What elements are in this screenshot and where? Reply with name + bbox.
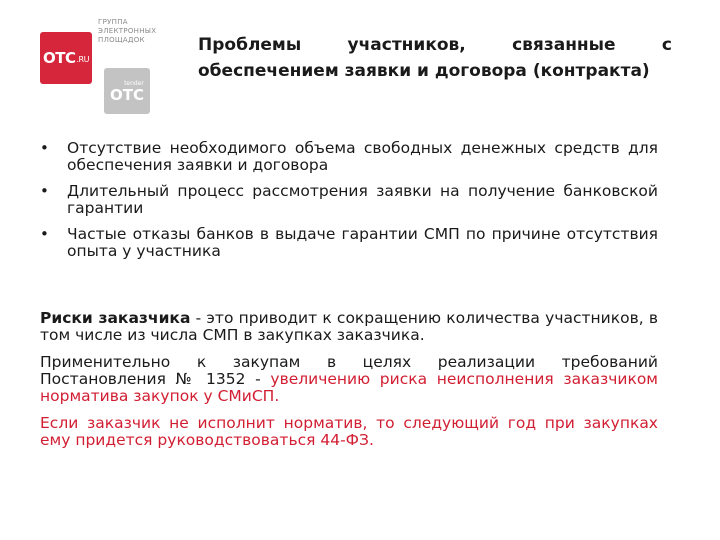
risks-paragraph [40,310,658,344]
tender-logo-text: OTC [110,85,144,104]
list-item [40,140,658,174]
bullet-icon: • [40,225,49,243]
bullet-icon: • [40,182,49,200]
ots-logo-suffix: .RU [76,54,89,64]
consequence-paragraph [40,415,658,449]
problems-list [40,140,658,269]
logo-group-line: ГРУППА [98,18,128,26]
tender-logo-small-text: tender [124,79,144,87]
slide-title: Проблемы участников, связанные с обеспечением заявки и договора (контракта) [198,35,672,81]
regulation-risk-text: увеличению риска неисполнения заказчиком норматива закупок у СМиСП. [40,370,658,405]
risks-text: - это приводит к сокращению количества участников, в том числе из числа СМП в закупках заказчика. [40,309,658,344]
risks-heading: Риски заказчика [40,309,191,327]
logo-group-line: ЭЛЕКТРОННЫХ [98,27,157,35]
list-item [40,226,658,260]
list-item-text: Частые отказы банков в выдаче гарантии СМП по причине отсутствия опыта у участника [67,225,658,260]
ots-tender-logo [104,68,150,114]
consequence-text: Если заказчик не исполнит норматив, то следующий год при закупках ему придется руководствоваться 44-ФЗ. [40,414,658,449]
company-logo [40,18,180,118]
list-item [40,183,658,217]
customer-risks-section [40,310,658,459]
ots-logo-text: OTC [43,49,76,67]
bullet-icon: • [40,139,49,157]
list-item-text: Отсутствие необходимого объема свободных денежных средств для обеспечения заявки и договора [67,139,658,174]
logo-group-line: ПЛОЩАДОК [98,36,145,44]
logo-group-text [98,18,188,45]
list-item-text: Длительный процесс рассмотрения заявки на получение банковской гарантии [67,182,658,217]
regulation-paragraph [40,354,658,405]
regulation-text: Применительно к закупам в целях реализации требований Постановления № 1352 - [40,353,658,388]
ots-ru-logo [40,32,92,84]
